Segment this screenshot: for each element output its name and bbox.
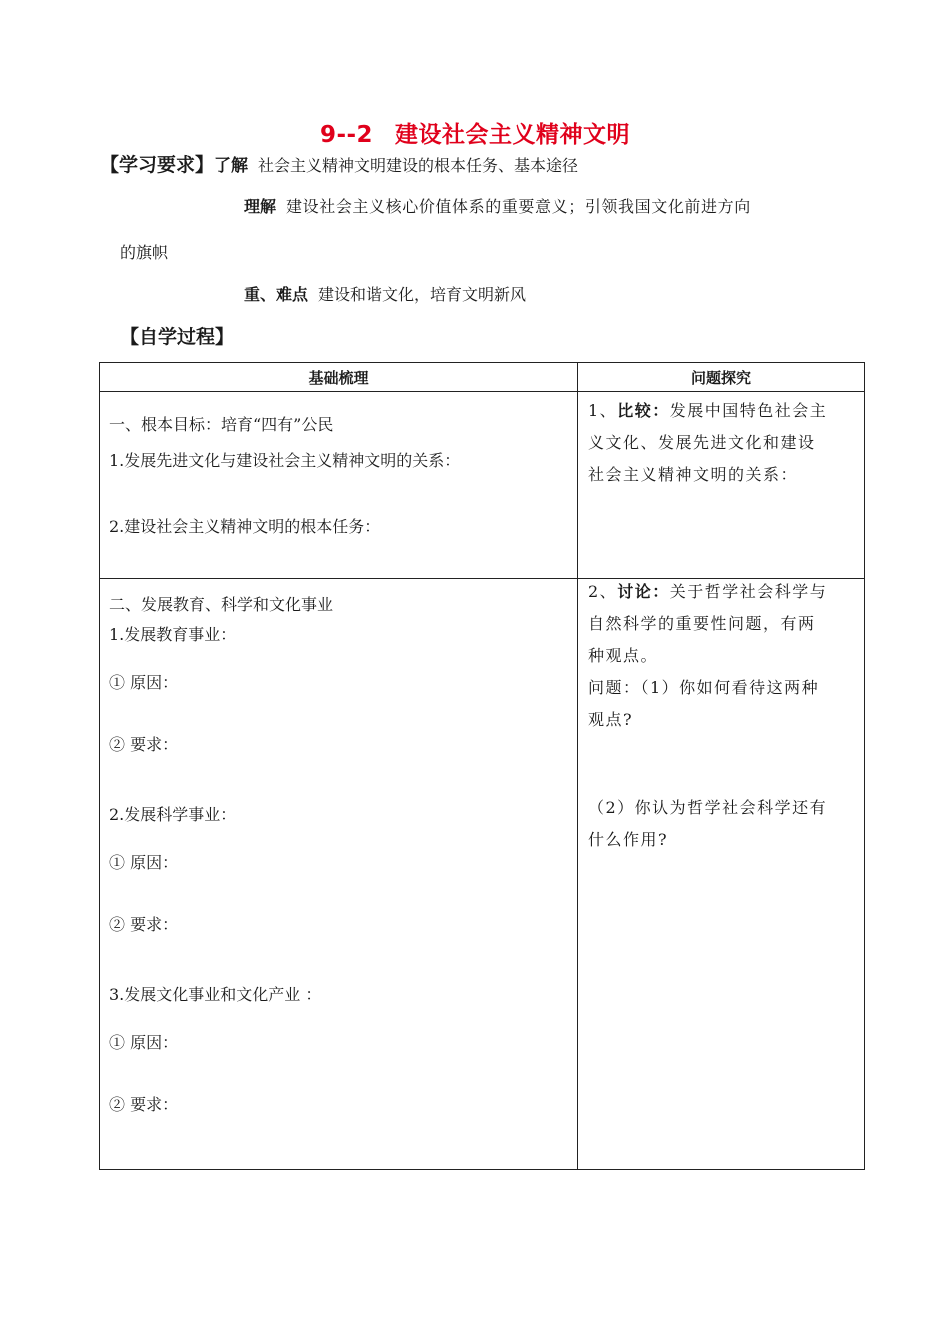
item-text: 发展中国特色社会主 [669, 401, 828, 420]
page-title [0, 116, 950, 149]
list-item: 种观点。 [588, 646, 659, 665]
comprehend-text: 建设社会主义核心价值体系的重要意义；引领我国文化前进方向 [286, 197, 751, 216]
list-item: （2）你认为哲学社会科学还有 [588, 798, 828, 817]
item-prefix: 1、 [588, 401, 618, 420]
inquiry-cell-2 [578, 579, 865, 1170]
list-item: 问题：（1）你如何看待这两种 [588, 678, 820, 697]
key-text: 建设和谐文化，培育文明新风 [318, 285, 527, 304]
list-item: 自然科学的重要性问题，有两 [588, 614, 816, 633]
requirements-comprehend-row [244, 194, 751, 217]
requirements-heading: 【学习要求】 [100, 154, 215, 176]
basics-cell-1 [100, 392, 578, 579]
list-item: ② 要求： [109, 1095, 179, 1114]
understand-label: 了解 [214, 156, 249, 176]
lesson-title: 建设社会主义精神文明 [395, 122, 631, 148]
list-item: 1.发展先进文化与建设社会主义精神文明的关系： [109, 451, 461, 470]
table-row [100, 579, 865, 1170]
discuss-label: 讨论： [617, 582, 670, 601]
list-item: 社会主义精神文明的关系： [588, 465, 799, 484]
column-header-inquiry: 问题探究 [578, 363, 865, 392]
list-item [588, 398, 827, 421]
process-heading: 【自学过程】 [120, 326, 235, 348]
table-header-row [100, 363, 865, 392]
list-item: 1.发展教育事业： [109, 625, 237, 644]
list-item: 3.发展文化事业和文化产业 ： [109, 985, 322, 1004]
comprehend-label: 理解 [244, 197, 277, 216]
table-row [100, 392, 865, 579]
understand-text: 社会主义精神文明建设的根本任务、基本途径 [258, 156, 579, 175]
requirements-understand-row [100, 150, 578, 177]
requirements-key-row [244, 282, 526, 305]
list-item: 一、根本目标：培育“四有”公民 [109, 415, 334, 434]
item-text: 关于哲学社会科学与 [669, 582, 828, 601]
list-item: 2.建设社会主义精神文明的根本任务： [109, 517, 381, 536]
compare-label: 比较： [617, 401, 670, 420]
item-prefix: 2、 [588, 582, 618, 601]
list-item: 2.发展科学事业： [109, 805, 237, 824]
lesson-number: 9--2 [319, 122, 374, 148]
list-item: ① 原因： [109, 853, 179, 872]
inquiry-cell-1 [578, 392, 865, 579]
column-header-basics: 基础梳理 [100, 363, 578, 392]
study-table [99, 362, 865, 1170]
list-item: ① 原因： [109, 673, 179, 692]
list-item: 什么作用? [588, 830, 669, 849]
list-item [588, 579, 827, 602]
list-item: ① 原因： [109, 1033, 179, 1052]
list-item: 观点? [588, 710, 634, 729]
list-item: 二、发展教育、科学和文化事业 [109, 595, 334, 614]
list-item: ② 要求： [109, 915, 179, 934]
basics-cell-2 [100, 579, 578, 1170]
key-label: 重、难点 [244, 285, 309, 304]
comprehend-continuation: 的旗帜 [120, 243, 169, 262]
list-item: 义文化、发展先进文化和建设 [588, 433, 816, 452]
list-item: ② 要求： [109, 735, 179, 754]
